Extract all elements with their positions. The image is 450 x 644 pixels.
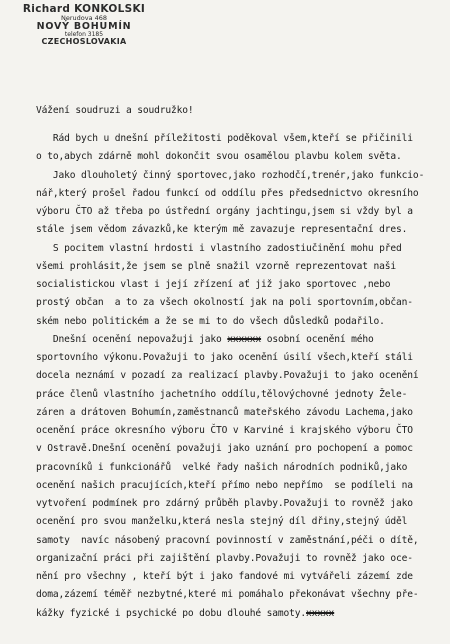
letterhead-city: NOVÝ BOHUMÍN [36, 20, 132, 32]
struck-out-text: xxxxx [306, 607, 335, 619]
letter-line [36, 148, 402, 165]
letter-line [36, 349, 413, 366]
letter-line [36, 459, 407, 476]
line-text: nář,který prošel řadou funkcí od oddílu přes předsednictvo okresního [36, 187, 419, 199]
letter-line [36, 203, 413, 220]
line-text: prostý občan a to za všech okolností jak na poli sportovním,občan- [36, 297, 413, 309]
letter-line [36, 240, 402, 257]
letter-line [36, 404, 413, 421]
line-text: Jako dlouholetý činný sportovec,jako rozhodčí,trenér,jako funkcio- [36, 169, 425, 181]
letter-line [36, 568, 413, 585]
line-text: kážky fyzické i psychické po dobu dlouhé samoty. [36, 607, 307, 619]
letter-line [36, 167, 424, 184]
line-text: stále jsem vědom závazků,ke kterým mě zavazuje representační dres. [36, 224, 408, 236]
line-text: ocenění pro svou manželku,která nesla stejný díl dřiny,stejný úděl [36, 516, 408, 528]
line-text: docela neznámí v pozadí za realizací plavby.Považuji to jako ocenění [36, 370, 419, 382]
line-text: doma,zázemí téměř nezbytné,které mi pomáhalo překonávat všechny pře- [36, 589, 419, 601]
letter-line [36, 185, 419, 202]
line-text: Dnešní ocenění nepovažuji jako [36, 333, 228, 345]
letter-line [36, 605, 334, 622]
line-text: ocenění práce okresního výboru ČTO v Karviné i krajského výboru ČTO [36, 425, 413, 436]
line-text: práce členů vlastního jachetního oddílu,tělovýchovné jednoty Žele- [36, 388, 408, 400]
letter-line [36, 276, 390, 293]
letter-line [36, 495, 413, 512]
line-text: nění pro všechny , kteří být i jako fandové mi vytvářeli zázemí zde [36, 571, 413, 582]
line-text: výboru ČTO až třeba po ústřední orgány jachtingu,jsem si vždy byl a [36, 206, 413, 217]
letter-line [36, 513, 407, 530]
letter-line [36, 258, 396, 275]
letterhead-phone: telefon 3185 [64, 30, 104, 38]
salutation: Vážení soudruzi a soudružko! [36, 105, 194, 116]
line-text: samoty navíc násobený pracovní povinností v zaměstnání,péči o dítě, [36, 534, 419, 546]
letterhead-country: CZECHOSLOVAKIA [41, 37, 127, 47]
line-text: o to,abych zdárně mohl dokončit svou osamělou plavbu kolem světa. [36, 151, 402, 163]
line-text: osobní ocenění mého [261, 333, 374, 345]
line-text: ském nebo politickém a že se mi to do všech důsledků podařilo. [36, 315, 385, 327]
line-text: vytvoření podmínek pro zdárný průběh plavby.Považuji to rovněž jako [36, 498, 413, 509]
line-text: ocenění našich pracujících,kteří přímo nebo nepřímo se podíleli na [36, 479, 413, 491]
letter-line [36, 221, 407, 238]
line-text: S pocitem vlastní hrdosti i vlastního zadostiučinění mohu před [36, 242, 402, 254]
letter-line [36, 422, 413, 439]
letter-line [36, 313, 385, 330]
line-text: organizační práci při zajištění plavby.Považuji to rovněž jako oce- [36, 552, 413, 564]
letter-line [36, 367, 419, 384]
letterhead-stamp [14, 4, 154, 46]
line-text: Rád bych u dnešní příležitosti poděkoval všem,kteří se přičinili [36, 133, 413, 144]
line-text: záren a drátoven Bohumín,zaměstnanců mateřského závodu Lachema,jako [36, 406, 413, 418]
letter-line [36, 130, 413, 147]
line-text: pracovníků i funkcionářů velké řady našich národních podniků,jako [36, 461, 408, 473]
letter-line [36, 294, 413, 311]
letter-line [36, 477, 413, 494]
letter-line [36, 550, 413, 567]
letter-line [36, 586, 419, 603]
struck-out-text: xxxxxx [227, 333, 262, 345]
line-text: všemi prohlásit,že jsem se plně snažil vzorně reprezentovat naši [36, 260, 397, 272]
line-text: v Ostravě.Dnešní ocenění považuji jako uznání pro pochopení a pomoc [36, 443, 413, 455]
letter-line [36, 440, 413, 457]
letter-line [36, 386, 407, 403]
letterhead-street: Nerudova 468 [60, 14, 108, 23]
line-text: sportovního výkonu.Považuji to jako ocenění úsilí všech,kteří stáli [36, 352, 413, 363]
letter-line [36, 331, 374, 348]
line-text: socialistickou vlast i její zřízení ať již jako sportovec ,nebo [36, 279, 391, 290]
letter-line [36, 532, 419, 549]
letterhead-name: Richard KONKOLSKI [22, 3, 146, 15]
